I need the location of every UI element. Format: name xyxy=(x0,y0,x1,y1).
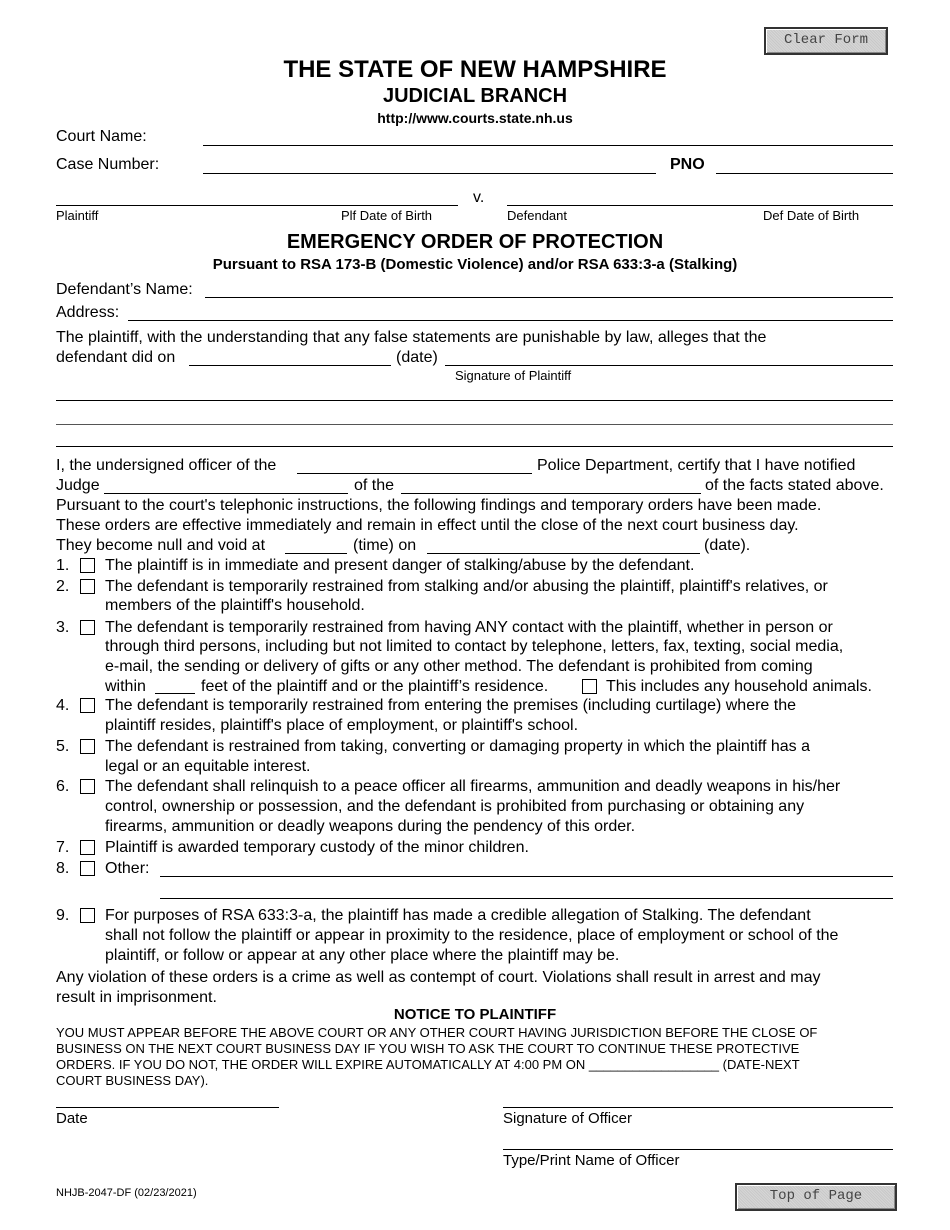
plf-dob-label: Plf Date of Birth xyxy=(341,208,433,223)
date-field[interactable] xyxy=(56,1107,279,1108)
plaintiff-field[interactable] xyxy=(56,205,458,206)
order-1-checkbox[interactable] xyxy=(80,558,95,573)
plaintiff-signature-label: Signature of Plaintiff xyxy=(455,368,572,383)
clear-form-button[interactable]: Clear Form xyxy=(764,27,888,55)
order-title: EMERGENCY ORDER OF PROTECTION xyxy=(286,231,664,253)
officer-name-label: Type/Print Name of Officer xyxy=(503,1152,680,1169)
order-8-checkbox[interactable] xyxy=(80,861,95,876)
order-4-text-1: The defendant is temporarily restrained from entering the premises (including curtilage) where the xyxy=(105,697,797,714)
officer-line-2a: Judge xyxy=(56,477,100,494)
order-6-number: 6. xyxy=(56,778,70,795)
plaintiff-signature-field[interactable] xyxy=(445,365,893,366)
court-field[interactable] xyxy=(401,493,701,494)
order-3-checkbox[interactable] xyxy=(80,620,95,635)
pno-label: PNO xyxy=(670,156,705,173)
order-5-number: 5. xyxy=(56,738,70,755)
order-3-text-4a: within xyxy=(105,678,146,695)
order-7-text: Plaintiff is awarded temporary custody of the minor children. xyxy=(105,839,529,856)
other-field-1[interactable] xyxy=(160,876,893,877)
officer-line-1b: Police Department, certify that I have notified xyxy=(537,457,856,474)
officer-line-4: These orders are effective immediately and remain in effect until the close of the next court business day. xyxy=(56,517,799,534)
order-2-number: 2. xyxy=(56,578,70,595)
officer-line-2c: of the facts stated above. xyxy=(705,477,884,494)
case-number-label: Case Number: xyxy=(56,156,160,173)
order-8-number: 8. xyxy=(56,860,70,877)
order-5-checkbox[interactable] xyxy=(80,739,95,754)
case-number-field[interactable] xyxy=(203,173,656,174)
pno-field[interactable] xyxy=(716,173,893,174)
officer-signature-field[interactable] xyxy=(503,1107,893,1108)
order-7-checkbox[interactable] xyxy=(80,840,95,855)
violation-text-2: result in imprisonment. xyxy=(56,989,217,1006)
plaintiff-label: Plaintiff xyxy=(56,208,99,223)
officer-line-5b: (time) on xyxy=(353,537,417,554)
order-6-text-1: The defendant shall relinquish to a peace officer all firearms, ammunition and deadly weapons in his/her xyxy=(105,778,841,795)
order-3-text-4b: feet of the plaintiff and or the plaintiff’s residence. xyxy=(201,678,549,695)
officer-line-3: Pursuant to the court's telephonic instructions, the following findings and temporary orders have been made. xyxy=(56,497,822,514)
order-7-number: 7. xyxy=(56,839,70,856)
defendant-name-label: Defendant’s Name: xyxy=(56,281,193,298)
order-2-text-2: members of the plaintiff's household. xyxy=(105,597,365,614)
household-animals-checkbox[interactable] xyxy=(582,679,597,694)
allegation-line-1: The plaintiff, with the understanding that any false statements are punishable by law, alleges that the xyxy=(56,329,767,346)
order-9-text-1: For purposes of RSA 633:3-a, the plaintiff has made a credible allegation of Stalking. The defendant xyxy=(105,907,811,924)
order-9-checkbox[interactable] xyxy=(80,908,95,923)
allegation-date-field[interactable] xyxy=(189,365,391,366)
blank-line-3[interactable] xyxy=(56,446,893,447)
order-9-number: 9. xyxy=(56,907,70,924)
officer-line-5a: They become null and void at xyxy=(56,537,266,554)
order-6-text-3: firearms, ammunition or deadly weapons during the pendency of this order. xyxy=(105,818,636,835)
state-title: THE STATE OF NEW HAMPSHIRE xyxy=(283,56,667,83)
other-field-2[interactable] xyxy=(160,898,893,899)
defendant-label: Defendant xyxy=(507,208,567,223)
order-6-checkbox[interactable] xyxy=(80,779,95,794)
order-9-text-3: plaintiff, or follow or appear at any other place where the plaintiff may be. xyxy=(105,947,620,964)
defendant-field[interactable] xyxy=(507,205,893,206)
branch-title: JUDICIAL BRANCH xyxy=(382,85,568,107)
judge-field[interactable] xyxy=(104,493,348,494)
order-3-text-1: The defendant is temporarily restrained from having ANY contact with the plaintiff, whether in person or xyxy=(105,619,833,636)
order-9-text-2: shall not follow the plaintiff or appear in proximity to the residence, place of employment or school of the xyxy=(105,927,839,944)
order-3-text-4c: This includes any household animals. xyxy=(606,678,872,695)
officer-name-field[interactable] xyxy=(503,1149,893,1150)
police-department-field[interactable] xyxy=(297,473,532,474)
notice-title: NOTICE TO PLAINTIFF xyxy=(393,1006,557,1023)
distance-feet-field[interactable] xyxy=(155,693,195,694)
order-2-checkbox[interactable] xyxy=(80,579,95,594)
officer-line-1a: I, the undersigned officer of the xyxy=(56,457,277,474)
order-3-number: 3. xyxy=(56,619,70,636)
form-id: NHJB-2047-DF (02/23/2021) xyxy=(56,1187,197,1199)
courts-url: http://www.courts.state.nh.us xyxy=(377,110,573,126)
order-3-text-3: e-mail, the sending or delivery of gifts or any other method. The defendant is prohibited from coming xyxy=(105,658,813,675)
notice-text-2: BUSINESS ON THE NEXT COURT BUSINESS DAY IF YOU WISH TO ASK THE COURT TO CONTINUE THESE PROTECTIVE xyxy=(56,1041,800,1056)
order-4-text-2: plaintiff resides, plaintiff's place of employment, or plaintiff's school. xyxy=(105,717,579,734)
address-field[interactable] xyxy=(128,320,893,321)
court-name-label: Court Name: xyxy=(56,128,147,145)
officer-signature-label: Signature of Officer xyxy=(503,1110,632,1127)
order-2-text-1: The defendant is temporarily restrained from stalking and/or abusing the plaintiff, plaintiff's relatives, or xyxy=(105,578,828,595)
officer-line-2b: of the xyxy=(354,477,395,494)
order-1-number: 1. xyxy=(56,557,70,574)
order-6-text-2: control, ownership or possession, and the defendant is prohibited from purchasing or obtaining any xyxy=(105,798,805,815)
blank-line-1[interactable] xyxy=(56,400,893,401)
order-5-text-1: The defendant is restrained from taking, converting or damaging property in which the plaintiff has a xyxy=(105,738,810,755)
order-3-text-2: through third persons, including but not limited to contact by telephone, letters, fax, texting, social media, xyxy=(105,638,844,655)
court-name-field[interactable] xyxy=(203,145,893,146)
address-label: Address: xyxy=(56,304,120,321)
blank-line-2[interactable] xyxy=(56,424,893,425)
order-8-text: Other: xyxy=(105,860,150,877)
order-5-text-2: legal or an equitable interest. xyxy=(105,758,311,775)
defendant-name-field[interactable] xyxy=(205,297,893,298)
order-4-checkbox[interactable] xyxy=(80,698,95,713)
top-of-page-button[interactable]: Top of Page xyxy=(735,1183,897,1211)
allegation-line-2a: defendant did on xyxy=(56,349,176,366)
order-1-text: The plaintiff is in immediate and present danger of stalking/abuse by the defendant. xyxy=(105,557,695,574)
expire-date-field[interactable] xyxy=(427,553,700,554)
def-dob-label: Def Date of Birth xyxy=(763,208,860,223)
order-subtitle: Pursuant to RSA 173-B (Domestic Violence) and/or RSA 633:3-a (Stalking) xyxy=(212,256,738,273)
order-4-number: 4. xyxy=(56,697,70,714)
notice-text-1: YOU MUST APPEAR BEFORE THE ABOVE COURT OR ANY OTHER COURT HAVING JURISDICTION BEFORE THE CLOSE OF xyxy=(56,1025,818,1040)
allegation-date-label: (date) xyxy=(396,349,438,366)
versus-label: v. xyxy=(473,189,485,206)
date-label: Date xyxy=(56,1110,88,1127)
expire-time-field[interactable] xyxy=(285,553,347,554)
officer-line-5c: (date). xyxy=(704,537,751,554)
violation-text-1: Any violation of these orders is a crime as well as contempt of court. Violations shall result in arrest and may xyxy=(56,969,821,986)
notice-text-4: COURT BUSINESS DAY). xyxy=(56,1073,209,1088)
notice-text-3: ORDERS. IF YOU DO NOT, THE ORDER WILL EXPIRE AUTOMATICALLY AT 4:00 PM ON __________________ (DATE-NEXT xyxy=(56,1057,800,1072)
